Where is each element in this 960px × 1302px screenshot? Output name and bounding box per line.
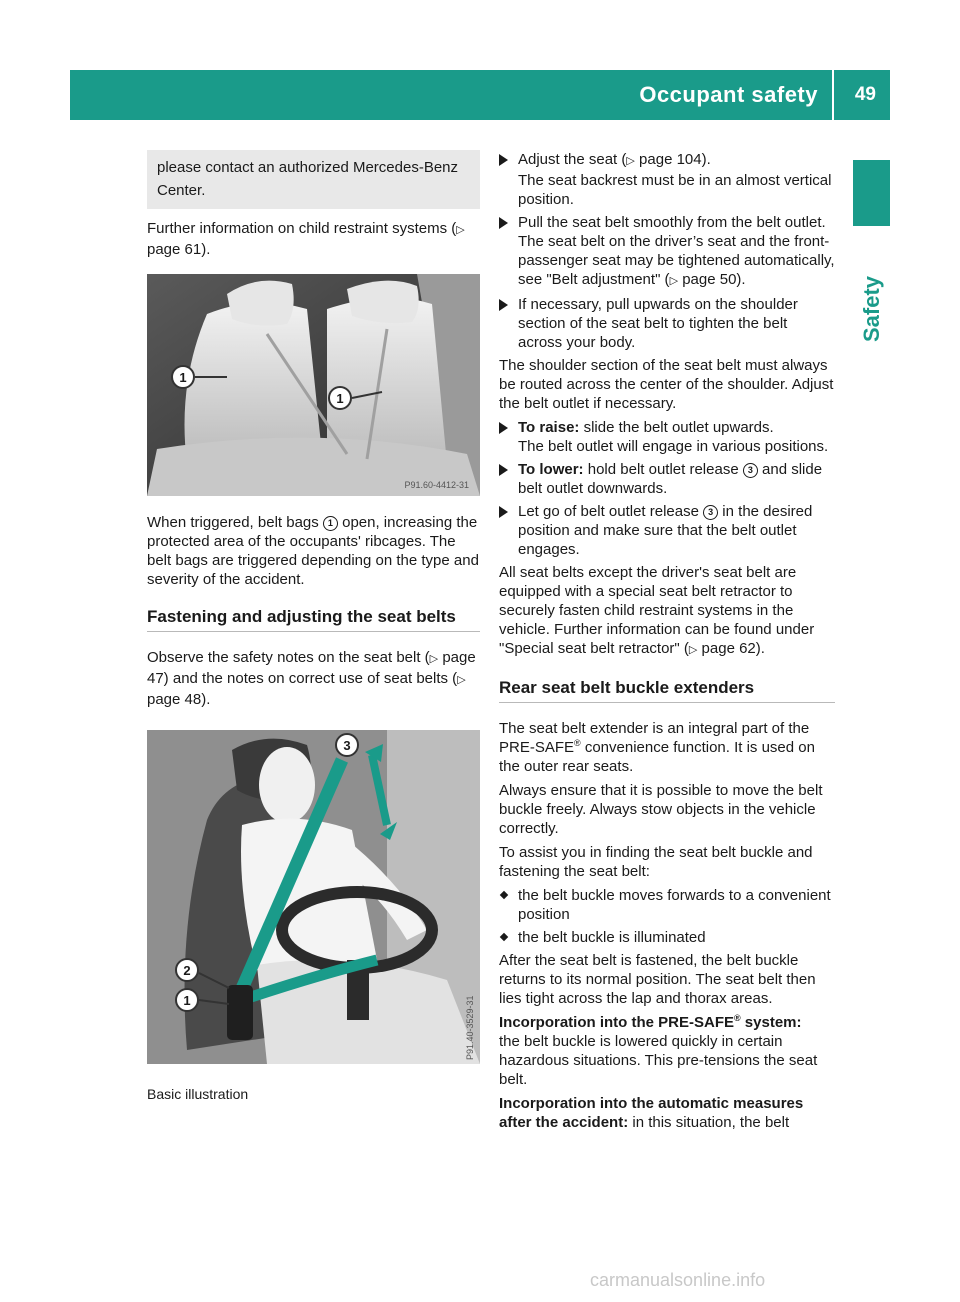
- presafe-text: Incorporation into the PRE-SAFE® system: the belt buckle is lowered quickly in certain hazardous situations. This pre-tensions the seat belt.: [499, 1013, 818, 1088]
- further-info: Further information on child restraint systems (▷ page 61).: [147, 220, 465, 258]
- header-bar: [70, 70, 890, 120]
- observe-text: Observe the safety notes on the seat belt (▷ page 47) and the notes on correct use of seat belts (▷ page 48).: [147, 649, 476, 708]
- callout-1-icon: 1: [323, 516, 338, 531]
- figure-caption: Basic illustration: [147, 1086, 249, 1102]
- step-adjust-seat: Adjust the seat (▷ page 104). The seat backrest must be in an almost vertical position.: [499, 150, 835, 209]
- pointer-icon: ▷: [457, 674, 466, 686]
- page-link-61[interactable]: page 61).: [147, 241, 211, 258]
- note-box: please contact an authorized Mercedes-Benz Center.: [147, 150, 480, 209]
- step-lower: To lower: hold belt outlet release 3 and slide belt outlet downwards.: [499, 460, 835, 498]
- pointer-icon: ▷: [429, 653, 439, 665]
- after-text: After the seat belt is fastened, the belt buckle returns to its normal position. The seat belt then lies tight across the lap and thorax areas.: [499, 952, 816, 1007]
- step-arrow-icon: [499, 299, 508, 311]
- driver-seat-belt-figure: [147, 730, 480, 1064]
- bullet-icon: [500, 933, 508, 941]
- step-pull-belt: Pull the seat belt smoothly from the belt outlet. The seat belt on the driver’s seat and the front-passenger seat may be tightened automatically, see "Belt adjustment" (▷ page 50).: [499, 213, 835, 291]
- figure2-label-3: 3: [343, 738, 351, 753]
- side-tab: [853, 160, 890, 226]
- pointer-icon: ▷: [688, 644, 698, 656]
- header-divider: [832, 70, 834, 120]
- all-belts-text: All seat belts except the driver's seat belt are equipped with a special seat belt retractor to securely fasten child restraint systems in the vehicle. Further information can be found under "Special seat belt retractor" (▷ page 62).: [499, 564, 815, 657]
- step-arrow-icon: [499, 464, 508, 476]
- pointer-icon: ▷: [626, 155, 635, 167]
- figure1-code: P91.60-4412-31: [404, 480, 469, 490]
- callout-3-icon: 3: [703, 505, 718, 520]
- step-arrow-icon: [499, 154, 508, 166]
- extender-text: The seat belt extender is an integral part of the PRE-SAFE® convenience function. It is used on the outer rear seats.: [499, 720, 815, 775]
- watermark: carmanualsonline.info: [590, 1270, 766, 1290]
- assist-text: To assist you in finding the seat belt buckle and fastening the seat belt:: [499, 844, 813, 880]
- shoulder-text: The shoulder section of the seat belt must always be routed across the center of the shoulder. Adjust the belt outlet if necessary.: [499, 357, 834, 412]
- page-link-104[interactable]: page 104).: [639, 151, 711, 168]
- heading-rear-extenders: Rear seat belt buckle extenders: [499, 678, 835, 703]
- figure2-label-1: 1: [183, 993, 191, 1008]
- bullet-icon: [500, 891, 508, 899]
- side-section-label: Safety: [859, 275, 884, 342]
- figure1-label-2: 1: [336, 391, 344, 406]
- list-item: the belt buckle is illuminated: [499, 928, 835, 947]
- list-item: the belt buckle moves forwards to a convenient position: [499, 886, 835, 924]
- step-pull-shoulder: If necessary, pull upwards on the shoulder section of the seat belt to tighten the belt across your body.: [499, 295, 835, 352]
- section-title: Occupant safety: [639, 82, 818, 107]
- step-arrow-icon: [499, 422, 508, 434]
- heading-fastening: Fastening and adjusting the seat belts: [147, 607, 480, 632]
- belt-bags-text: When triggered, belt bags 1 open, increasing the protected area of the occupants' ribcages. The belt bags are triggered depending on the type and severity of the accident.: [147, 514, 479, 588]
- figure2-code: P91.40-3529-31: [465, 995, 475, 1060]
- figure2-label-2: 2: [183, 963, 191, 978]
- step-let-go: Let go of belt outlet release 3 in the desired position and make sure that the belt outlet engages.: [499, 502, 835, 559]
- callout-3-icon: 3: [743, 463, 758, 478]
- figure1-label-1: 1: [179, 370, 187, 385]
- right-column: [499, 150, 835, 1137]
- page-number: 49: [854, 84, 876, 105]
- step-arrow-icon: [499, 217, 508, 229]
- page-link-47[interactable]: page 47) and the notes on correct use of seat belts (: [147, 649, 476, 687]
- auto-measures-text: Incorporation into the automatic measures after the accident: in this situation, the belt: [499, 1095, 804, 1131]
- pointer-icon: ▷: [669, 275, 679, 287]
- step-arrow-icon: [499, 506, 508, 518]
- ensure-text: Always ensure that it is possible to move the belt buckle freely. Always stow objects in the vehicle correctly.: [499, 782, 823, 837]
- page-link-62[interactable]: page 62).: [701, 640, 765, 657]
- step-raise: To raise: slide the belt outlet upwards. The belt outlet will engage in various positions.: [499, 418, 835, 456]
- left-column: [147, 150, 480, 1104]
- page-link-48[interactable]: page 48).: [147, 691, 211, 708]
- page-link-50[interactable]: page 50).: [682, 271, 746, 288]
- rear-seat-beltbag-figure: [147, 274, 480, 496]
- pointer-icon: ▷: [456, 224, 465, 236]
